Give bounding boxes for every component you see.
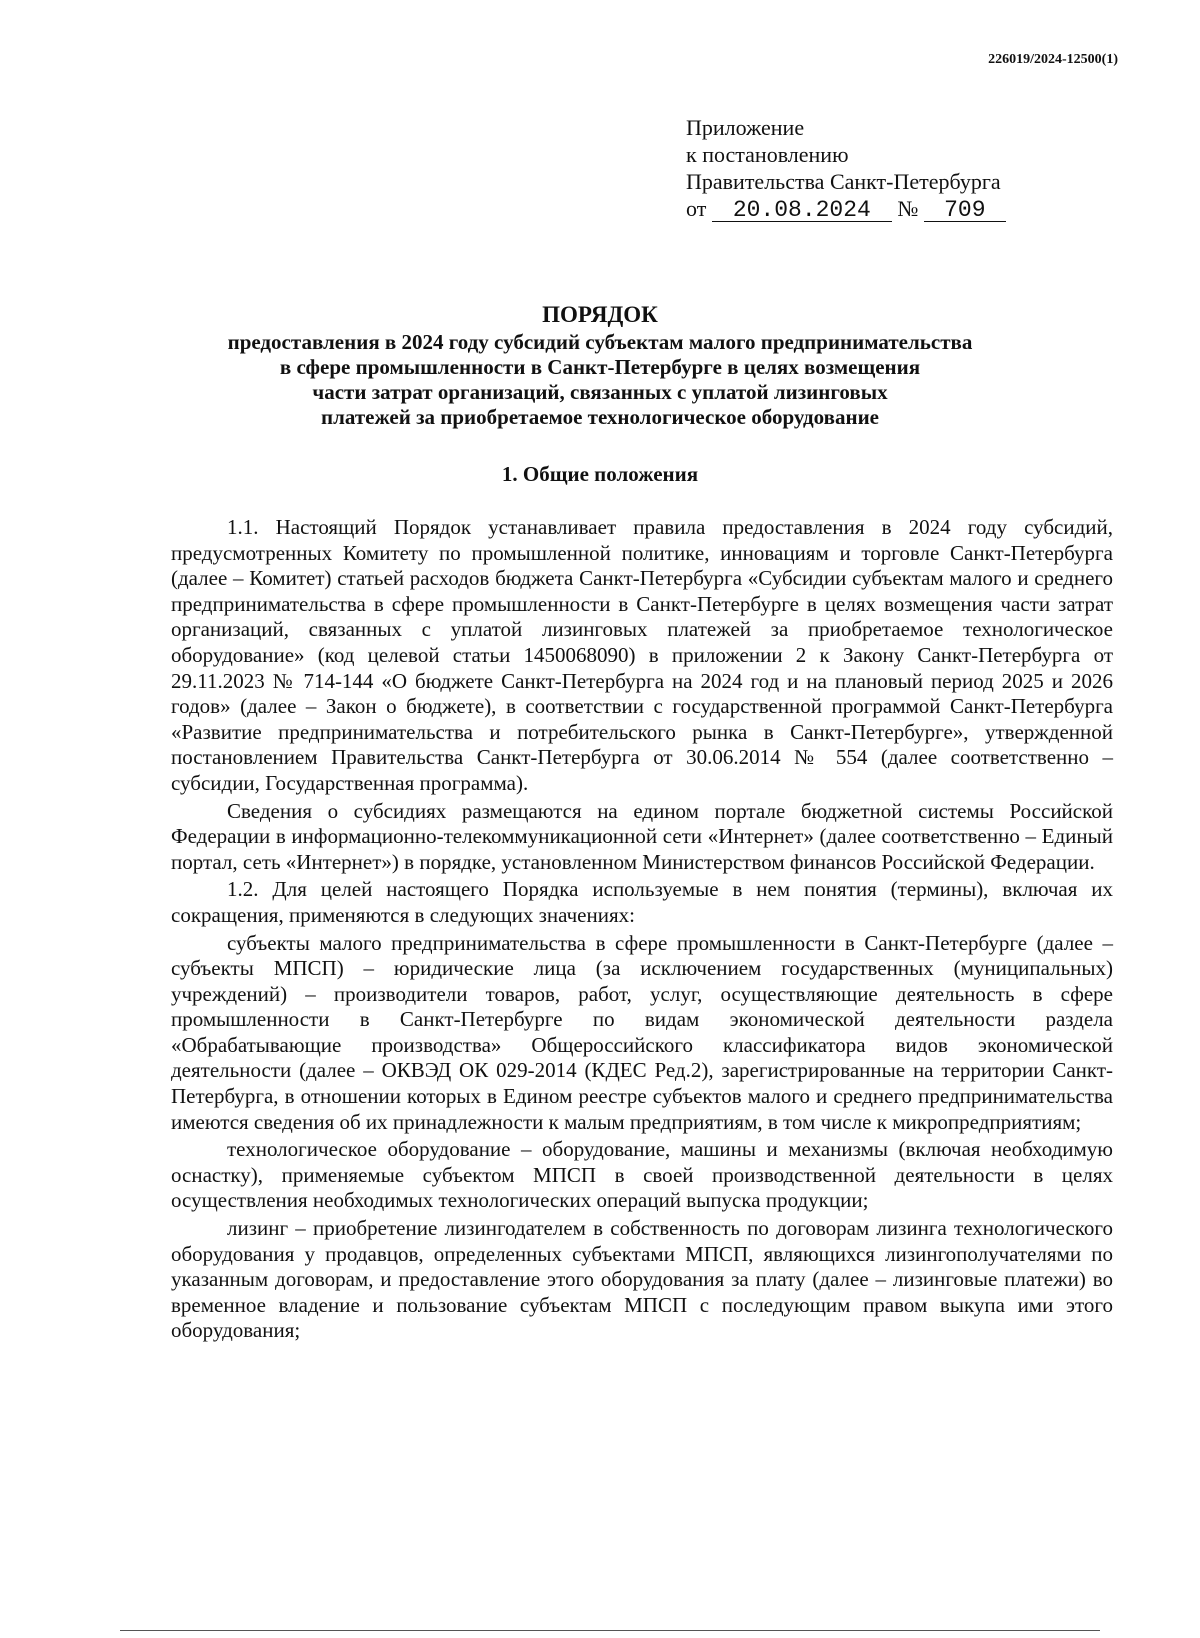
paragraph: 1.1. Настоящий Порядок устанавливает правила предоставления в 2024 году субсидий, предусмотренных Комитету по промышленной политике, инновациям и торговле Санкт-Петербурга (далее – Комитет) статьей расходов бюджета Санкт-Петербурга «Субсидии субъектам малого и среднего предпринимательства в сфере промышленности в Санкт-Петербурге в целях возмещения части затрат организаций, связанных с уплатой лизинговых платежей за приобретаемое технологическое оборудование» (код целевой статьи 1450068090) в приложении 2 к Закону Санкт-Петербурга от 29.11.2023 № 714-144 «О бюджете Санкт-Петербурга на 2024 год и на плановый период 2025 и 2026 годов» (далее – Закон о бюджете), в соответствии с государственной программой Санкт-Петербурга «Развитие предпринимательства и потребительского рынка в Санкт-Петербурге», утвержденной постановлением Правительства Санкт-Петербурга от 30.06.2014 № 554 (далее соответственно – субсидии, Государственная программа). <box>171 515 1113 795</box>
number-label: № <box>897 196 919 221</box>
appendix-block <box>686 114 1006 222</box>
decree-date: 20.08.2024 <box>712 199 892 222</box>
paragraph: субъекты малого предпринимательства в сфере промышленности в Санкт-Петербурге (далее – субъекты МПСП) – юридические лица (за исключением государственных (муниципальных) учреждений) – производители товаров, работ, услуг, осуществляющие деятельность в сфере промышленности в Санкт-Петербурге по видам экономической деятельности раздела «Обрабатывающие производства» Общероссийского классификатора видов экономической деятельности (далее – ОКВЭД ОК 029-2014 (КДЕС Ред.2), зарегистрированные на территории Санкт-Петербурга, в отношении которых в Едином реестре субъектов малого и среднего предпринимательства имеются сведения об их принадлежности к малым предприятиям, в том числе к микропредприятиям; <box>171 930 1113 1134</box>
paragraph: лизинг – приобретение лизингодателем в собственность по договорам лизинга технологического оборудования у продавцов, определенных субъектами МПСП, являющихся лизингополучателями по указанным договорам, и предоставление этого оборудования за плату (далее – лизинговые платежи) во временное владение и пользование субъектам МПСП с последующим правом выкупа ими этого оборудования; <box>171 1216 1113 1343</box>
paragraph: 1.2. Для целей настоящего Порядка используемые в нем понятия (термины), включая их сокращения, применяются в следующих значениях: <box>171 877 1113 927</box>
from-label: от <box>686 196 707 221</box>
title-line: части затрат организаций, связанных с уплатой лизинговых <box>312 380 888 404</box>
scan-edge-line <box>120 1630 1100 1631</box>
title-line: в сфере промышленности в Санкт-Петербурге в целях возмещения <box>279 355 921 379</box>
title-line: предоставления в 2024 году субсидий субъектам малого предпринимательства <box>227 330 973 354</box>
appendix-line: к постановлению <box>686 142 849 167</box>
title-line: платежей за приобретаемое технологическое оборудование <box>320 405 879 429</box>
paragraph: Сведения о субсидиях размещаются на едином портале бюджетной системы Российской Федерации в информационно-телекоммуникационной сети «Интернет» (далее соответственно – Единый портал, сеть «Интернет») в порядке, установленном Министерством финансов Российской Федерации. <box>171 798 1113 874</box>
paragraph: технологическое оборудование – оборудование, машины и механизмы (включая необходимую оснастку), применяемые субъектом МПСП в своей производственной деятельности в целях осуществления необходимых технологических операций выпуска продукции; <box>171 1137 1113 1213</box>
section-heading: 1. Общие положения <box>501 462 699 486</box>
title-main: ПОРЯДОК <box>542 302 658 327</box>
appendix-date-line <box>686 195 1006 222</box>
body-text <box>171 515 1113 1346</box>
appendix-line: Приложение <box>686 115 805 140</box>
decree-number: 709 <box>924 199 1006 222</box>
document-code: 226019/2024-12500(1) <box>988 52 1118 67</box>
appendix-line: Правительства Санкт-Петербурга <box>686 169 1001 194</box>
document-title <box>0 300 1200 430</box>
